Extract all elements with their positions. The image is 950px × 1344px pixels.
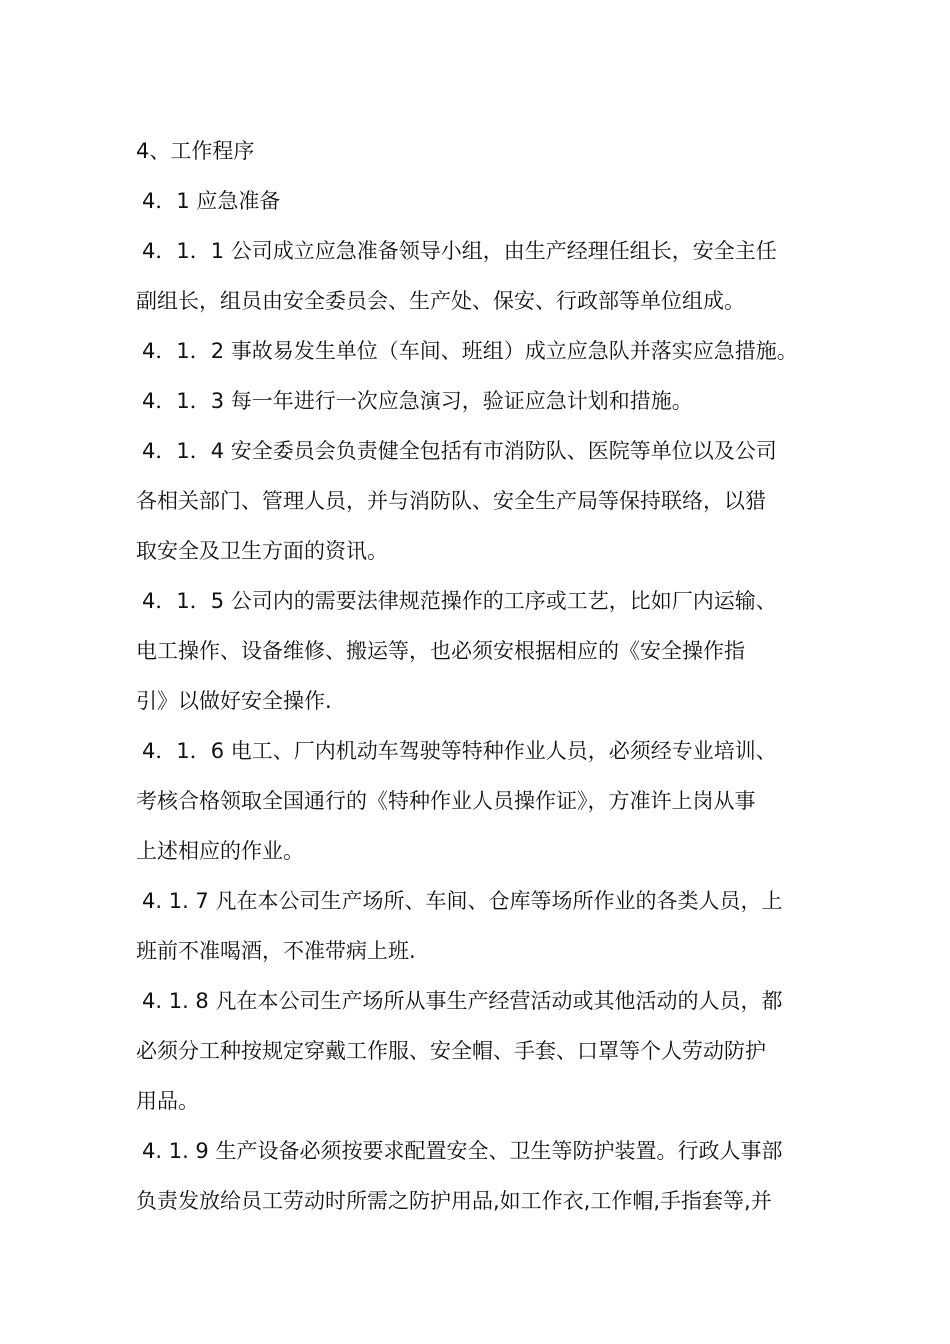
document-page: [136, 126, 826, 1226]
paragraph-line: 引》以做好安全操作.: [136, 689, 332, 713]
paragraph-line: 考核合格领取全国通行的《特种作业人员操作证》，方准许上岗从事: [136, 789, 756, 813]
paragraph-line: 各相关部门、管理人员，并与消防队、安全生产局等保持联络，以猎: [136, 489, 766, 513]
paragraph-line: 4．1．1 公司成立应急准备领导小组，由生产经理任组长，安全主任: [142, 239, 777, 263]
paragraph-line: 4．1．3 每一年进行一次应急演习，验证应急计划和措施。: [142, 389, 693, 413]
paragraph-line: 4. 1. 8 凡在本公司生产场所从事生产经营活动或其他活动的人员，都: [142, 989, 783, 1013]
paragraph-line: 负责发放给员工劳动时所需之防护用品,如工作衣,工作帽,手指套等,并: [136, 1189, 772, 1213]
section-heading: 4、工作程序: [136, 139, 255, 163]
paragraph-line: 4．1．4 安全委员会负责健全包括有市消防队、医院等单位以及公司: [142, 439, 777, 463]
paragraph-line: 副组长，组员由安全委员会、生产处、保安、行政部等单位组成。: [136, 289, 745, 313]
paragraph-line: 电工操作、设备维修、搬运等，也必须安根据相应的《安全操作指: [136, 639, 745, 663]
paragraph-line: 4．1．6 电工、厂内机动车驾驶等特种作业人员，必须经专业培训、: [142, 739, 777, 763]
subsection-heading: 4．1 应急准备: [142, 189, 281, 213]
paragraph-line: 4．1．5 公司内的需要法律规范操作的工序或工艺，比如厂内运输、: [142, 589, 777, 613]
paragraph-line: 班前不准喝酒，不准带病上班.: [136, 939, 416, 963]
paragraph-line: 4．1．2 事故易发生单位（车间、班组）成立应急队并落实应急措施。: [142, 339, 798, 363]
paragraph-line: 必须分工种按规定穿戴工作服、安全帽、手套、口罩等个人劳动防护: [136, 1039, 766, 1063]
paragraph-line: 4. 1. 9 生产设备必须按要求配置安全、卫生等防护装置。行政人事部: [142, 1139, 783, 1163]
paragraph-line: 上述相应的作业。: [136, 839, 304, 863]
paragraph-line: 4. 1. 7 凡在本公司生产场所、车间、仓库等场所作业的各类人员，上: [142, 889, 783, 913]
paragraph-line: 取安全及卫生方面的资讯。: [136, 539, 388, 563]
paragraph-line: 用品。: [136, 1089, 199, 1113]
